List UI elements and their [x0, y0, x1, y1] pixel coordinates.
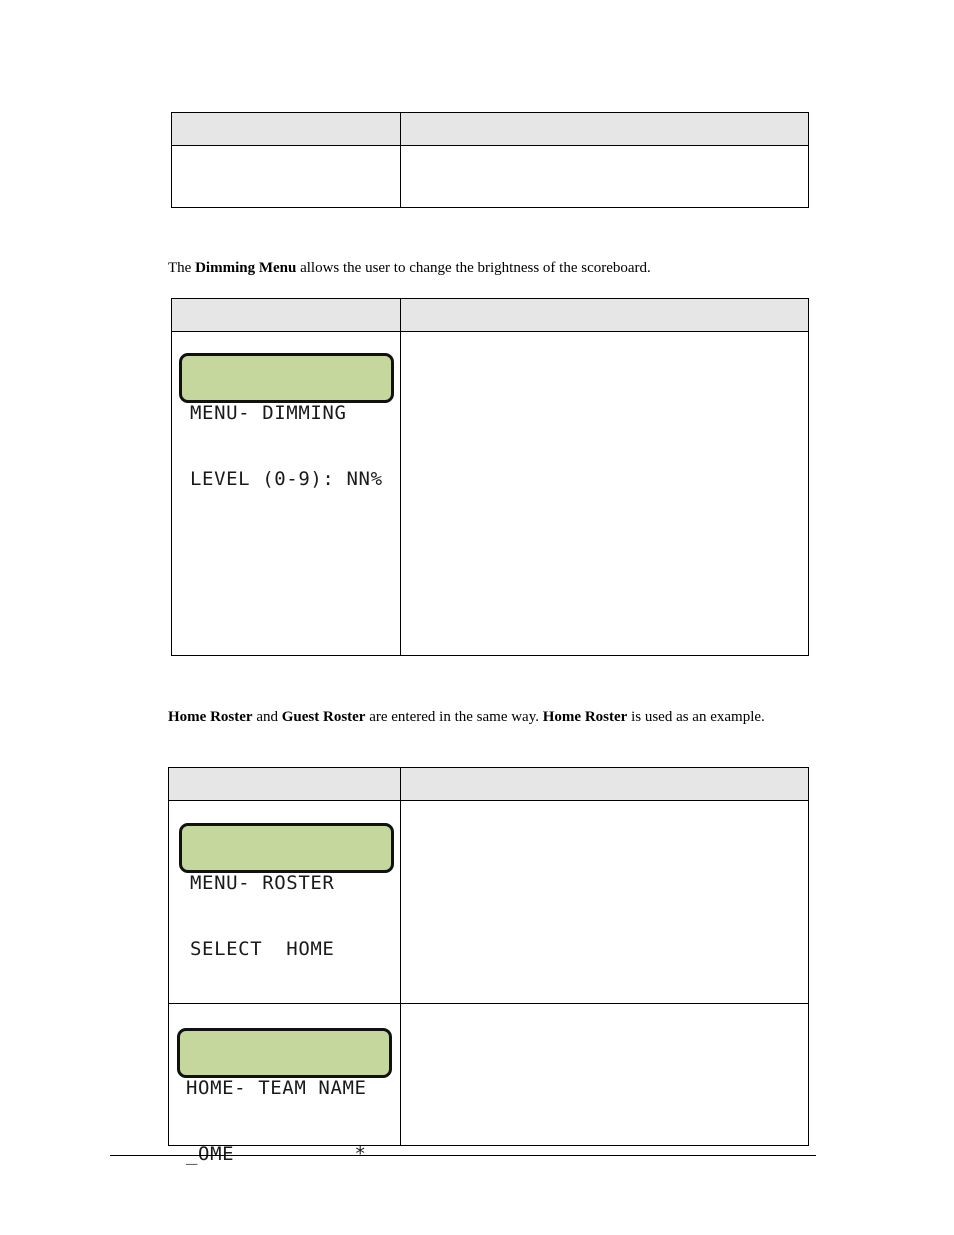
- table-roster-header-left: [169, 768, 401, 801]
- dimming-intro-prefix: The: [168, 260, 196, 276]
- dimming-menu-term: Dimming Menu: [195, 260, 297, 276]
- roster-intro-suffix: is used as an example.: [627, 709, 765, 725]
- dimming-intro-suffix: allows the user to change the brightness of the scoreboard.: [296, 260, 651, 276]
- lcd-line-2: SELECT HOME: [190, 938, 335, 960]
- roster-intro-mid: are entered in the same way.: [365, 709, 543, 725]
- lcd-line-2: LEVEL (0-9): NN%: [190, 468, 383, 490]
- table-dimming-header-left: [172, 299, 401, 332]
- table-roster-header-right: [401, 768, 809, 801]
- lcd-display-roster-select: [179, 823, 394, 960]
- table-roster-cell-right-2: [401, 1004, 809, 1146]
- footer-rule: [110, 1155, 816, 1156]
- lcd-line-1: MENU- ROSTER: [190, 872, 335, 894]
- guest-roster-term: Guest Roster: [281, 709, 366, 725]
- dimming-intro: [168, 258, 808, 278]
- table-dimming: [171, 298, 809, 656]
- table-dimming-header-right: [401, 299, 809, 332]
- roster-intro: [168, 707, 808, 727]
- table-roster-cell-right-1: [401, 801, 809, 1004]
- lcd-display-dimming: [179, 353, 394, 490]
- table-top-header-right: [401, 113, 809, 146]
- table-top-cell-left: [172, 146, 401, 208]
- table-top-header-left: [172, 113, 401, 146]
- home-roster-term-2: Home Roster: [542, 709, 628, 725]
- table-roster: [168, 767, 809, 1165]
- table-dimming-cell-right: [401, 332, 809, 656]
- home-roster-term: Home Roster: [168, 709, 253, 725]
- table-roster-cell-left-2: [169, 1004, 401, 1165]
- table-top-cell-right: [401, 146, 809, 208]
- lcd-display-team-name: [177, 1028, 392, 1165]
- table-dimming-cell-left: [172, 332, 401, 656]
- table-roster-cell-left-1: [169, 801, 401, 1004]
- table-top: [171, 112, 809, 208]
- lcd-line-1: MENU- DIMMING: [190, 402, 347, 424]
- lcd-line-1: HOME- TEAM NAME: [186, 1077, 367, 1099]
- lcd-line-2: _OME *: [186, 1143, 367, 1165]
- roster-intro-and: and: [252, 709, 282, 725]
